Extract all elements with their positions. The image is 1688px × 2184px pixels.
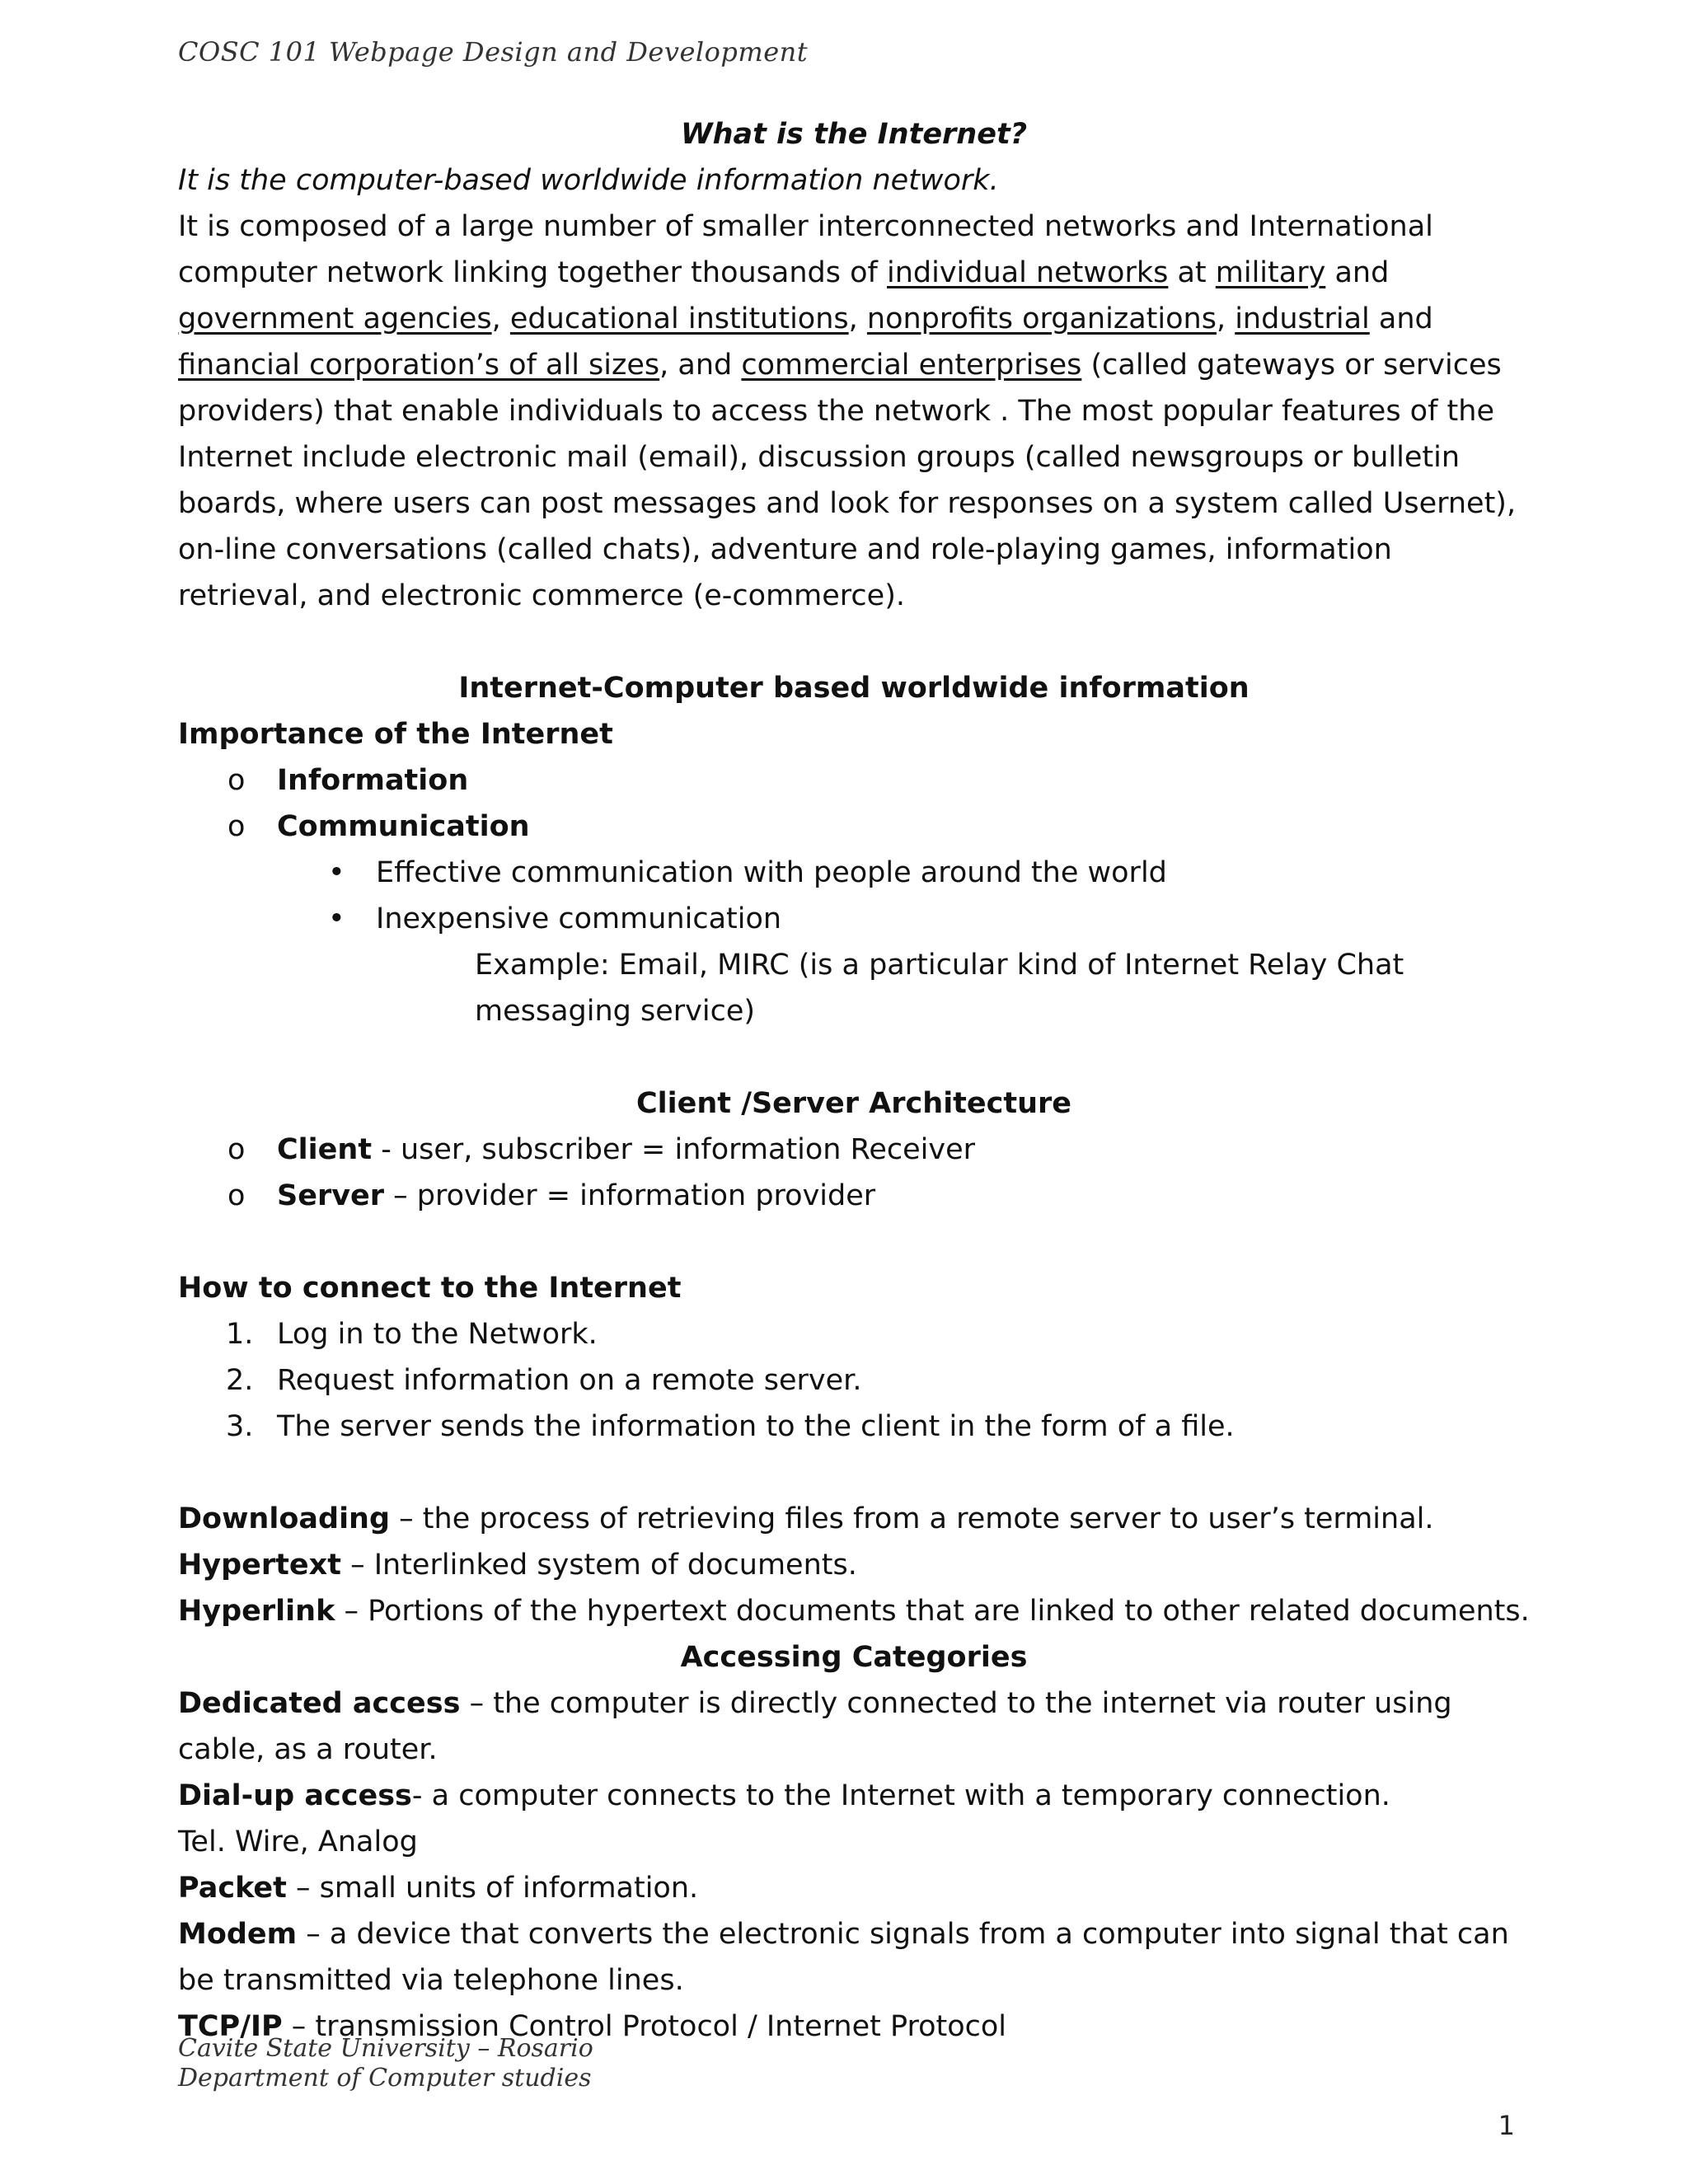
term-tcpip: TCP/IP: [178, 2010, 283, 2043]
circle-bullet-icon: o: [227, 810, 246, 843]
list-item-label: Information: [277, 764, 469, 797]
definition-dedicated-access: [178, 1680, 1530, 1773]
underlined-nonprofits: nonprofits organizations: [866, 302, 1217, 335]
para-text: ,: [848, 302, 867, 335]
dot-bullet-icon: •: [328, 902, 345, 935]
sublist-item-label: Inexpensive communication: [376, 902, 782, 935]
step-number: 2.: [226, 1364, 254, 1397]
step-item: [178, 1404, 1530, 1450]
para-text: ,: [491, 302, 501, 335]
internet-description-paragraph: [178, 204, 1530, 619]
step-item: [178, 1357, 1530, 1404]
term-server: Server: [277, 1179, 385, 1212]
def-text: - a computer connects to the Internet with a temporary connection.: [411, 1779, 1390, 1812]
definition-dialup-access: [178, 1773, 1530, 1819]
underlined-industrial: industrial: [1235, 302, 1370, 335]
term-client: Client: [277, 1133, 373, 1166]
term-dedicated-access: Dedicated access: [178, 1687, 461, 1720]
communication-example: Example: Email, MIRC (is a particular kind of Internet Relay Chat messaging service): [475, 949, 1404, 1028]
course-header: COSC 101 Webpage Design and Development: [178, 36, 809, 68]
definition-modem: [178, 1911, 1530, 2004]
term-hyperlink: Hyperlink: [178, 1595, 335, 1628]
step-number: 3.: [226, 1410, 254, 1443]
term-modem: Modem: [178, 1918, 298, 1951]
list-item-label: Communication: [277, 810, 530, 843]
importance-list: [178, 757, 1530, 850]
section-title-how-to-connect: How to connect to the Internet: [178, 1272, 682, 1305]
para-text: and: [1325, 256, 1390, 289]
para-text: It is composed of a large number of smaller interconnected networks and International computer network linking together thousands of: [178, 210, 1433, 289]
underlined-financial-corporations: financial corporation’s of all sizes: [178, 349, 660, 382]
definition-server: – provider = information provider: [384, 1179, 876, 1212]
para-text: (called gateways or services providers) that enable individuals to access the network . The most popular features of the Internet include electronic mail (email), discussion groups (called newsgroups or bulletin boards, where users can post messages and look for responses on a system called Usernet), on-line conversations (called chats), adventure and role-playing games, information retrieval, and electronic commerce (e-commerce).: [178, 349, 1517, 612]
term-downloading: Downloading: [178, 1502, 391, 1535]
dot-bullet-icon: •: [328, 856, 345, 889]
spacer: [178, 1034, 1530, 1080]
para-text: and: [1369, 302, 1433, 335]
term-hypertext: Hypertext: [178, 1549, 341, 1582]
section-title-client-server: Client /Server Architecture: [635, 1087, 1072, 1120]
step-number: 1.: [226, 1318, 254, 1351]
term-packet: Packet: [178, 1872, 287, 1905]
underlined-commercial-enterprises: commercial enterprises: [741, 349, 1082, 382]
spacer: [178, 1450, 1530, 1496]
para-text: ,: [1216, 302, 1236, 335]
step-text: Request information on a remote server.: [277, 1364, 862, 1397]
term-dialup-access: Dial-up access: [178, 1779, 412, 1812]
definition-hypertext: [178, 1542, 1530, 1588]
document-body: [178, 111, 1530, 2050]
client-server-list: [178, 1127, 1530, 1219]
step-item: [178, 1311, 1530, 1357]
list-item-server: [178, 1173, 1530, 1219]
communication-sublist: [178, 850, 1530, 942]
def-text: – the computer is directly connected to the internet via router using cable, as a router.: [178, 1687, 1452, 1766]
spacer: [178, 1219, 1530, 1265]
definition-downloading: [178, 1496, 1530, 1542]
circle-bullet-icon: o: [227, 1179, 246, 1212]
list-item-communication: [178, 804, 1530, 850]
underlined-government-agencies: government agencies: [178, 302, 492, 335]
subtitle-importance: Importance of the Internet: [178, 718, 613, 751]
telwire-note: Tel. Wire, Analog: [178, 1825, 418, 1858]
section-title-what-is-internet: What is the Internet?: [681, 118, 1027, 151]
para-text: , and: [659, 349, 742, 382]
page-number: 1: [1498, 2110, 1515, 2141]
def-text: – Interlinked system of documents.: [340, 1549, 857, 1582]
list-item-client: [178, 1127, 1530, 1173]
connect-steps-list: [178, 1311, 1530, 1450]
def-text: – small units of information.: [286, 1872, 699, 1905]
sublist-item-effective: [178, 850, 1530, 896]
definition-packet: [178, 1865, 1530, 1911]
page-footer: [178, 2034, 593, 2093]
def-text: – a device that converts the electronic signals from a computer into signal that can be transmitted via telephone lines.: [178, 1918, 1509, 1997]
step-text: The server sends the information to the client in the form of a file.: [277, 1410, 1235, 1443]
underlined-educational-institutions: educational institutions: [509, 302, 849, 335]
definition-client: - user, subscriber = information Receiver: [372, 1133, 976, 1166]
sublist-item-inexpensive: [178, 896, 1530, 942]
para-text: at: [1168, 256, 1216, 289]
sublist-item-label: Effective communication with people around the world: [376, 856, 1167, 889]
section-title-internet-computer: Internet-Computer based worldwide information: [458, 672, 1250, 705]
step-text: Log in to the Network.: [277, 1318, 598, 1351]
circle-bullet-icon: o: [227, 1133, 246, 1166]
def-text: – the process of retrieving files from a remote server to user’s terminal.: [390, 1502, 1434, 1535]
underlined-individual-networks: individual networks: [886, 256, 1169, 289]
section-title-accessing-categories: Accessing Categories: [680, 1641, 1028, 1674]
circle-bullet-icon: o: [227, 764, 246, 797]
footer-university: Cavite State University – Rosario: [178, 2034, 593, 2063]
definition-hyperlink: [178, 1588, 1530, 1634]
def-text: – Portions of the hypertext documents that are linked to other related documents.: [335, 1595, 1530, 1628]
def-text: – transmission Control Protocol / Internet Protocol: [282, 2010, 1007, 2043]
underlined-military: military: [1215, 256, 1326, 289]
spacer: [178, 619, 1530, 665]
footer-department: Department of Computer studies: [178, 2064, 592, 2093]
list-item-information: [178, 757, 1530, 804]
internet-definition: It is the computer-based worldwide information network.: [178, 164, 999, 197]
